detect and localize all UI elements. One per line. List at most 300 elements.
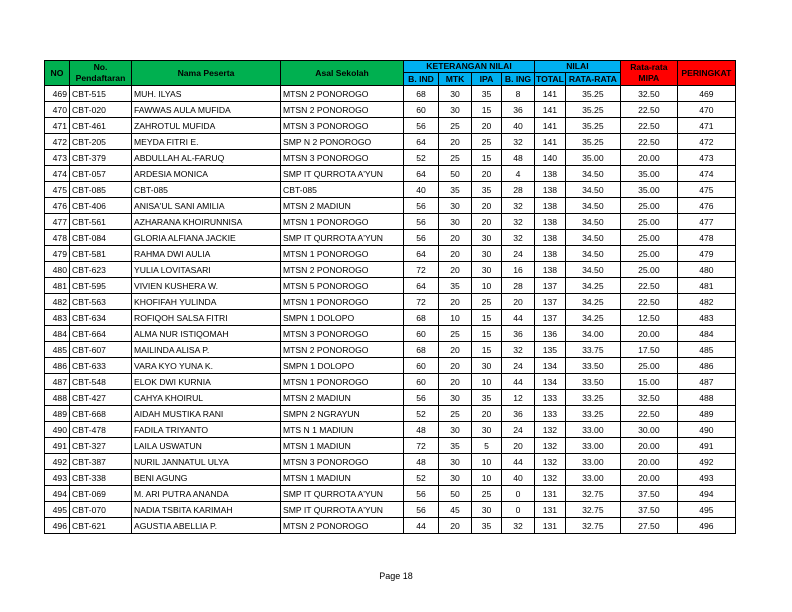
- cell-total: 137: [535, 310, 566, 326]
- header-keterangan-nilai: KETERANGAN NILAI: [404, 61, 535, 73]
- cell-asal-sekolah: MTSN 1 MADIUN: [281, 438, 404, 454]
- table-row: [45, 166, 736, 182]
- cell-total: 132: [535, 470, 566, 486]
- cell-peringkat: 484: [677, 326, 735, 342]
- cell-rata-rata: 33.00: [565, 470, 620, 486]
- cell-rata-rata: 33.00: [565, 454, 620, 470]
- cell-b-ind: 56: [404, 230, 439, 246]
- cell-mtk: 20: [439, 246, 472, 262]
- cell-no: 476: [45, 198, 70, 214]
- cell-nama-peserta: BENI AGUNG: [132, 470, 281, 486]
- cell-no: 474: [45, 166, 70, 182]
- cell-ipa: 30: [472, 422, 502, 438]
- cell-asal-sekolah: MTSN 2 PONOROGO: [281, 518, 404, 534]
- cell-b-ing: 40: [502, 118, 535, 134]
- cell-no-pendaftaran: CBT-406: [70, 198, 132, 214]
- cell-no-pendaftaran: CBT-621: [70, 518, 132, 534]
- cell-rata-rata: 33.00: [565, 438, 620, 454]
- cell-total: 138: [535, 214, 566, 230]
- cell-ipa: 30: [472, 358, 502, 374]
- cell-ipa: 35: [472, 390, 502, 406]
- cell-rata-rata: 35.25: [565, 134, 620, 150]
- cell-rata-rata-mipa: 22.50: [620, 118, 677, 134]
- table-row: [45, 406, 736, 422]
- table-row: [45, 390, 736, 406]
- cell-ipa: 35: [472, 182, 502, 198]
- cell-nama-peserta: NURIL JANNATUL ULYA: [132, 454, 281, 470]
- cell-rata-rata-mipa: 25.00: [620, 198, 677, 214]
- cell-total: 141: [535, 102, 566, 118]
- cell-no: 492: [45, 454, 70, 470]
- cell-ipa: 20: [472, 214, 502, 230]
- cell-no: 477: [45, 214, 70, 230]
- cell-ipa: 5: [472, 438, 502, 454]
- header-b-ing: B. ING: [502, 73, 535, 86]
- cell-mtk: 20: [439, 134, 472, 150]
- cell-rata-rata-mipa: 25.00: [620, 214, 677, 230]
- cell-no: 494: [45, 486, 70, 502]
- cell-asal-sekolah: MTSN 3 PONOROGO: [281, 150, 404, 166]
- cell-total: 136: [535, 326, 566, 342]
- cell-peringkat: 473: [677, 150, 735, 166]
- cell-asal-sekolah: MTSN 1 PONOROGO: [281, 214, 404, 230]
- cell-peringkat: 495: [677, 502, 735, 518]
- table-row: [45, 102, 736, 118]
- cell-ipa: 15: [472, 102, 502, 118]
- cell-nama-peserta: MEYDA FITRI E.: [132, 134, 281, 150]
- cell-rata-rata: 34.50: [565, 182, 620, 198]
- cell-b-ind: 56: [404, 198, 439, 214]
- cell-ipa: 20: [472, 118, 502, 134]
- cell-b-ing: 44: [502, 310, 535, 326]
- table-row: [45, 262, 736, 278]
- cell-rata-rata-mipa: 25.00: [620, 358, 677, 374]
- cell-nama-peserta: KHOFIFAH YULINDA: [132, 294, 281, 310]
- cell-rata-rata-mipa: 20.00: [620, 150, 677, 166]
- cell-rata-rata: 35.25: [565, 118, 620, 134]
- cell-rata-rata-mipa: 35.00: [620, 166, 677, 182]
- cell-nama-peserta: VARA KYO YUNA K.: [132, 358, 281, 374]
- cell-no: 496: [45, 518, 70, 534]
- cell-no: 482: [45, 294, 70, 310]
- cell-b-ing: 32: [502, 342, 535, 358]
- cell-total: 138: [535, 230, 566, 246]
- cell-no: 491: [45, 438, 70, 454]
- cell-no: 469: [45, 86, 70, 102]
- cell-nama-peserta: GLORIA ALFIANA JACKIE: [132, 230, 281, 246]
- cell-b-ing: 24: [502, 422, 535, 438]
- cell-mtk: 30: [439, 422, 472, 438]
- cell-rata-rata-mipa: 35.00: [620, 182, 677, 198]
- header-nilai: NILAI: [535, 61, 621, 73]
- cell-rata-rata: 34.25: [565, 294, 620, 310]
- cell-mtk: 25: [439, 326, 472, 342]
- cell-no: 485: [45, 342, 70, 358]
- cell-b-ind: 40: [404, 182, 439, 198]
- cell-peringkat: 478: [677, 230, 735, 246]
- cell-rata-rata: 32.75: [565, 502, 620, 518]
- cell-b-ind: 48: [404, 422, 439, 438]
- cell-peringkat: 491: [677, 438, 735, 454]
- cell-total: 138: [535, 262, 566, 278]
- cell-b-ind: 60: [404, 102, 439, 118]
- cell-total: 133: [535, 390, 566, 406]
- cell-rata-rata: 35.25: [565, 102, 620, 118]
- cell-nama-peserta: ELOK DWI KURNIA: [132, 374, 281, 390]
- cell-no: 486: [45, 358, 70, 374]
- cell-b-ing: 24: [502, 358, 535, 374]
- cell-peringkat: 486: [677, 358, 735, 374]
- cell-no-pendaftaran: CBT-379: [70, 150, 132, 166]
- cell-b-ind: 68: [404, 310, 439, 326]
- cell-total: 138: [535, 198, 566, 214]
- cell-rata-rata: 34.25: [565, 278, 620, 294]
- cell-asal-sekolah: MTSN 1 PONOROGO: [281, 374, 404, 390]
- cell-total: 131: [535, 518, 566, 534]
- cell-mtk: 35: [439, 438, 472, 454]
- cell-no: 487: [45, 374, 70, 390]
- cell-ipa: 25: [472, 294, 502, 310]
- cell-rata-rata-mipa: 30.00: [620, 422, 677, 438]
- cell-peringkat: 489: [677, 406, 735, 422]
- cell-total: 141: [535, 86, 566, 102]
- cell-asal-sekolah: CBT-085: [281, 182, 404, 198]
- cell-rata-rata-mipa: 20.00: [620, 438, 677, 454]
- cell-ipa: 10: [472, 454, 502, 470]
- cell-mtk: 35: [439, 182, 472, 198]
- cell-b-ind: 64: [404, 246, 439, 262]
- cell-ipa: 20: [472, 406, 502, 422]
- cell-ipa: 30: [472, 502, 502, 518]
- cell-mtk: 30: [439, 214, 472, 230]
- cell-nama-peserta: ANISA'UL SANI AMILIA: [132, 198, 281, 214]
- table-row: [45, 422, 736, 438]
- cell-rata-rata-mipa: 22.50: [620, 294, 677, 310]
- cell-no-pendaftaran: CBT-427: [70, 390, 132, 406]
- cell-nama-peserta: ROFIQOH SALSA FITRI: [132, 310, 281, 326]
- cell-rata-rata-mipa: 37.50: [620, 486, 677, 502]
- cell-total: 138: [535, 246, 566, 262]
- cell-total: 140: [535, 150, 566, 166]
- cell-nama-peserta: LAILA USWATUN: [132, 438, 281, 454]
- table-row: [45, 326, 736, 342]
- header-no-pendaftaran: No. Pendaftaran: [70, 61, 132, 86]
- table-row: [45, 118, 736, 134]
- table-row: [45, 246, 736, 262]
- table-row: [45, 182, 736, 198]
- cell-no: 479: [45, 246, 70, 262]
- table-row: [45, 342, 736, 358]
- cell-total: 133: [535, 406, 566, 422]
- cell-ipa: 10: [472, 374, 502, 390]
- cell-no-pendaftaran: CBT-634: [70, 310, 132, 326]
- cell-no: 489: [45, 406, 70, 422]
- table-row: [45, 502, 736, 518]
- cell-mtk: 30: [439, 454, 472, 470]
- cell-peringkat: 480: [677, 262, 735, 278]
- cell-rata-rata-mipa: 22.50: [620, 406, 677, 422]
- cell-mtk: 50: [439, 486, 472, 502]
- cell-rata-rata-mipa: 17.50: [620, 342, 677, 358]
- cell-no-pendaftaran: CBT-633: [70, 358, 132, 374]
- cell-nama-peserta: ABDULLAH AL-FARUQ: [132, 150, 281, 166]
- cell-no: 488: [45, 390, 70, 406]
- cell-asal-sekolah: MTSN 5 PONOROGO: [281, 278, 404, 294]
- cell-ipa: 15: [472, 150, 502, 166]
- cell-peringkat: 479: [677, 246, 735, 262]
- cell-no-pendaftaran: CBT-561: [70, 214, 132, 230]
- cell-no-pendaftaran: CBT-084: [70, 230, 132, 246]
- cell-b-ing: 20: [502, 438, 535, 454]
- table-row: [45, 86, 736, 102]
- page-number: Page 18: [379, 571, 413, 581]
- cell-rata-rata: 35.00: [565, 150, 620, 166]
- cell-b-ing: 32: [502, 198, 535, 214]
- header-asal-sekolah: Asal Sekolah: [281, 61, 404, 86]
- cell-b-ind: 68: [404, 342, 439, 358]
- cell-rata-rata-mipa: 12.50: [620, 310, 677, 326]
- cell-no: 478: [45, 230, 70, 246]
- cell-peringkat: 493: [677, 470, 735, 486]
- table-row: [45, 150, 736, 166]
- cell-rata-rata: 34.25: [565, 310, 620, 326]
- cell-no: 472: [45, 134, 70, 150]
- cell-b-ing: 28: [502, 182, 535, 198]
- cell-rata-rata: 35.25: [565, 86, 620, 102]
- cell-mtk: 20: [439, 342, 472, 358]
- cell-ipa: 20: [472, 198, 502, 214]
- cell-peringkat: 471: [677, 118, 735, 134]
- cell-rata-rata-mipa: 25.00: [620, 246, 677, 262]
- table-body: [45, 86, 736, 534]
- cell-nama-peserta: VIVIEN KUSHERA W.: [132, 278, 281, 294]
- cell-b-ind: 56: [404, 214, 439, 230]
- cell-asal-sekolah: MTSN 2 PONOROGO: [281, 342, 404, 358]
- cell-ipa: 30: [472, 246, 502, 262]
- cell-rata-rata: 34.50: [565, 198, 620, 214]
- cell-total: 137: [535, 294, 566, 310]
- cell-b-ind: 64: [404, 134, 439, 150]
- cell-rata-rata: 32.75: [565, 486, 620, 502]
- cell-b-ind: 52: [404, 150, 439, 166]
- cell-b-ind: 64: [404, 278, 439, 294]
- table-row: [45, 486, 736, 502]
- cell-nama-peserta: NADIA TSBITA KARIMAH: [132, 502, 281, 518]
- cell-b-ing: 44: [502, 454, 535, 470]
- cell-b-ind: 52: [404, 470, 439, 486]
- cell-total: 134: [535, 374, 566, 390]
- table-row: [45, 310, 736, 326]
- cell-rata-rata-mipa: 25.00: [620, 262, 677, 278]
- cell-no-pendaftaran: CBT-020: [70, 102, 132, 118]
- cell-no-pendaftaran: CBT-461: [70, 118, 132, 134]
- cell-no-pendaftaran: CBT-548: [70, 374, 132, 390]
- cell-b-ind: 72: [404, 262, 439, 278]
- cell-no: 493: [45, 470, 70, 486]
- cell-asal-sekolah: MTSN 1 PONOROGO: [281, 294, 404, 310]
- cell-mtk: 20: [439, 374, 472, 390]
- cell-ipa: 30: [472, 262, 502, 278]
- cell-ipa: 30: [472, 230, 502, 246]
- cell-mtk: 20: [439, 294, 472, 310]
- cell-rata-rata: 33.25: [565, 390, 620, 406]
- cell-b-ind: 56: [404, 390, 439, 406]
- cell-asal-sekolah: MTSN 3 PONOROGO: [281, 326, 404, 342]
- cell-b-ing: 4: [502, 166, 535, 182]
- cell-b-ing: 24: [502, 246, 535, 262]
- cell-nama-peserta: FADILA TRIYANTO: [132, 422, 281, 438]
- cell-b-ind: 56: [404, 118, 439, 134]
- cell-asal-sekolah: SMP IT QURROTA A'YUN: [281, 502, 404, 518]
- cell-mtk: 25: [439, 118, 472, 134]
- cell-no: 490: [45, 422, 70, 438]
- cell-total: 132: [535, 422, 566, 438]
- cell-rata-rata-mipa: 20.00: [620, 326, 677, 342]
- cell-b-ing: 0: [502, 486, 535, 502]
- cell-total: 137: [535, 278, 566, 294]
- cell-ipa: 10: [472, 470, 502, 486]
- cell-no: 495: [45, 502, 70, 518]
- cell-no-pendaftaran: CBT-070: [70, 502, 132, 518]
- cell-nama-peserta: MAILINDA ALISA P.: [132, 342, 281, 358]
- cell-mtk: 30: [439, 102, 472, 118]
- cell-mtk: 35: [439, 278, 472, 294]
- cell-b-ind: 56: [404, 502, 439, 518]
- cell-b-ind: 64: [404, 166, 439, 182]
- cell-no-pendaftaran: CBT-595: [70, 278, 132, 294]
- cell-nama-peserta: CBT-085: [132, 182, 281, 198]
- cell-b-ing: 20: [502, 294, 535, 310]
- cell-peringkat: 488: [677, 390, 735, 406]
- cell-peringkat: 494: [677, 486, 735, 502]
- cell-peringkat: 483: [677, 310, 735, 326]
- cell-no: 480: [45, 262, 70, 278]
- cell-peringkat: 476: [677, 198, 735, 214]
- cell-nama-peserta: ALMA NUR ISTIQOMAH: [132, 326, 281, 342]
- cell-b-ind: 68: [404, 86, 439, 102]
- cell-peringkat: 475: [677, 182, 735, 198]
- cell-asal-sekolah: SMP IT QURROTA A'YUN: [281, 230, 404, 246]
- cell-ipa: 35: [472, 86, 502, 102]
- cell-rata-rata-mipa: 25.00: [620, 230, 677, 246]
- cell-nama-peserta: AIDAH MUSTIKA RANI: [132, 406, 281, 422]
- cell-asal-sekolah: MTSN 3 PONOROGO: [281, 118, 404, 134]
- cell-ipa: 25: [472, 134, 502, 150]
- header-rata-rata: RATA-RATA: [565, 73, 620, 86]
- cell-asal-sekolah: MTSN 2 MADIUN: [281, 198, 404, 214]
- cell-mtk: 30: [439, 390, 472, 406]
- cell-mtk: 10: [439, 310, 472, 326]
- cell-nama-peserta: RAHMA DWI AULIA: [132, 246, 281, 262]
- cell-mtk: 25: [439, 150, 472, 166]
- cell-no-pendaftaran: CBT-205: [70, 134, 132, 150]
- cell-total: 141: [535, 134, 566, 150]
- cell-asal-sekolah: MTS N 1 MADIUN: [281, 422, 404, 438]
- cell-no-pendaftaran: CBT-338: [70, 470, 132, 486]
- cell-no-pendaftaran: CBT-085: [70, 182, 132, 198]
- cell-rata-rata: 34.50: [565, 262, 620, 278]
- cell-no-pendaftaran: CBT-327: [70, 438, 132, 454]
- table-row: [45, 214, 736, 230]
- cell-asal-sekolah: SMPN 1 DOLOPO: [281, 310, 404, 326]
- cell-rata-rata-mipa: 22.50: [620, 102, 677, 118]
- cell-no-pendaftaran: CBT-668: [70, 406, 132, 422]
- cell-total: 135: [535, 342, 566, 358]
- cell-no: 481: [45, 278, 70, 294]
- cell-rata-rata-mipa: 37.50: [620, 502, 677, 518]
- cell-b-ing: 0: [502, 502, 535, 518]
- cell-peringkat: 485: [677, 342, 735, 358]
- cell-b-ing: 40: [502, 470, 535, 486]
- cell-asal-sekolah: MTSN 1 PONOROGO: [281, 246, 404, 262]
- cell-rata-rata-mipa: 20.00: [620, 470, 677, 486]
- table-row: [45, 358, 736, 374]
- cell-no-pendaftaran: CBT-478: [70, 422, 132, 438]
- header-peringkat: PERINGKAT: [677, 61, 735, 86]
- cell-rata-rata: 34.50: [565, 246, 620, 262]
- cell-rata-rata: 33.25: [565, 406, 620, 422]
- cell-b-ing: 16: [502, 262, 535, 278]
- header-nama-peserta: Nama Peserta: [132, 61, 281, 86]
- cell-mtk: 20: [439, 262, 472, 278]
- cell-peringkat: 490: [677, 422, 735, 438]
- cell-nama-peserta: FAWWAS AULA MUFIDA: [132, 102, 281, 118]
- cell-b-ing: 28: [502, 278, 535, 294]
- cell-ipa: 35: [472, 518, 502, 534]
- cell-no-pendaftaran: CBT-069: [70, 486, 132, 502]
- cell-total: 138: [535, 166, 566, 182]
- cell-no-pendaftaran: CBT-607: [70, 342, 132, 358]
- cell-mtk: 20: [439, 518, 472, 534]
- cell-asal-sekolah: SMPN 1 DOLOPO: [281, 358, 404, 374]
- cell-rata-rata-mipa: 22.50: [620, 134, 677, 150]
- cell-asal-sekolah: MTSN 2 MADIUN: [281, 390, 404, 406]
- cell-mtk: 25: [439, 406, 472, 422]
- table-row: [45, 438, 736, 454]
- cell-b-ind: 60: [404, 326, 439, 342]
- cell-b-ind: 48: [404, 454, 439, 470]
- table-row: [45, 198, 736, 214]
- cell-total: 131: [535, 486, 566, 502]
- cell-peringkat: 474: [677, 166, 735, 182]
- cell-asal-sekolah: MTSN 2 PONOROGO: [281, 86, 404, 102]
- cell-peringkat: 487: [677, 374, 735, 390]
- cell-rata-rata-mipa: 22.50: [620, 278, 677, 294]
- cell-nama-peserta: CAHYA KHOIRUL: [132, 390, 281, 406]
- cell-no-pendaftaran: CBT-581: [70, 246, 132, 262]
- cell-asal-sekolah: SMP IT QURROTA A'YUN: [281, 166, 404, 182]
- cell-rata-rata-mipa: 32.50: [620, 86, 677, 102]
- cell-b-ing: 36: [502, 406, 535, 422]
- cell-no-pendaftaran: CBT-515: [70, 86, 132, 102]
- cell-rata-rata-mipa: 20.00: [620, 454, 677, 470]
- cell-b-ind: 56: [404, 486, 439, 502]
- cell-b-ing: 32: [502, 518, 535, 534]
- cell-no: 484: [45, 326, 70, 342]
- cell-nama-peserta: MUH. ILYAS: [132, 86, 281, 102]
- table-row: [45, 470, 736, 486]
- cell-peringkat: 496: [677, 518, 735, 534]
- cell-ipa: 10: [472, 278, 502, 294]
- cell-total: 132: [535, 454, 566, 470]
- cell-rata-rata: 33.50: [565, 358, 620, 374]
- cell-ipa: 25: [472, 486, 502, 502]
- cell-total: 132: [535, 438, 566, 454]
- cell-peringkat: 469: [677, 86, 735, 102]
- cell-ipa: 15: [472, 326, 502, 342]
- cell-peringkat: 477: [677, 214, 735, 230]
- table-row: [45, 374, 736, 390]
